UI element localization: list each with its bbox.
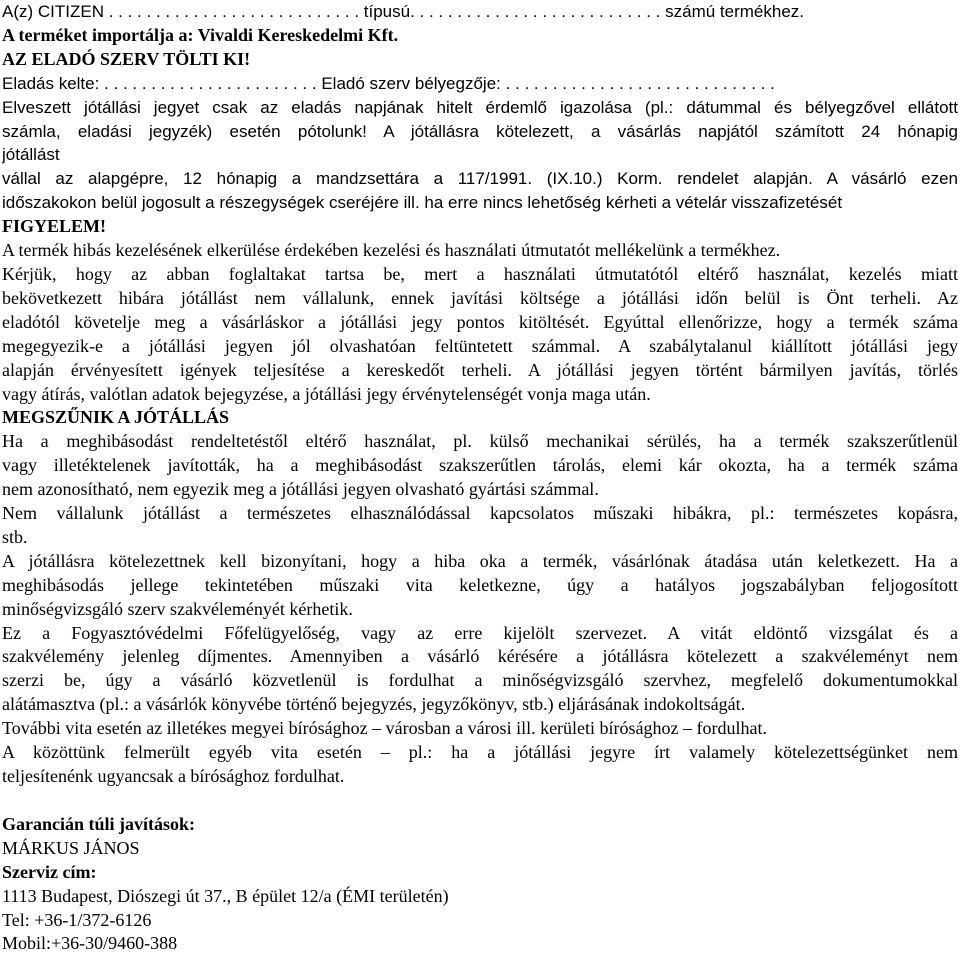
service-person-name: MÁRKUS JÁNOS	[2, 837, 140, 858]
attention-title: FIGYELEM!	[2, 216, 107, 237]
lost-card-line: Elveszett jótállási jegyet csak az eladás napjának hitelt érdemlő igazolása (pl.: dátummal és bélyegzővel ellátott	[2, 97, 958, 117]
attention-line: vagy átírás, valótlan adatok bejegyzése, a jótállási jegy érvénytelenségét vonja maga után.	[2, 383, 651, 404]
termination-line: szakvélemény jelenleg díjmentes. Amennyiben a vásárló kérésére a jótállásra kötelezett a szakvéleményt nem	[2, 646, 958, 667]
termination-title: MEGSZŰNIK A JÓTÁLLÁS	[2, 407, 230, 428]
termination-line: alátámasztva (pl.: a vásárlók könyvébe történő bejegyzés, jegyzőkönyv, stb.) eljárásának indokoltságát.	[2, 694, 746, 715]
attention-line: eladótól követelje meg a vásárláskor a jótállási jegy pontos kitöltését. Egyúttal ellenőrizze, hogy a termék száma	[2, 311, 958, 332]
termination-line: stb.	[2, 526, 28, 547]
termination-line: nem azonosítható, nem egyezik meg a jótállási jegyen olvasható gyártási számmal.	[2, 479, 599, 500]
importer-line: A terméket importálja a: Vivaldi Kereskedelmi Kft.	[2, 24, 399, 45]
termination-line: A jótállásra kötelezettnek kell bizonyítani, hogy a hiba oka a termék, vásárlónak átadása után keletkezett. Ha a	[2, 550, 958, 571]
termination-line: vagy illetéktelenek javították, ha a meghibásodást szakszerűtlen tárolás, elemi kár okozta, ha a termék száma	[2, 455, 958, 476]
termination-line: meghibásodás jellege tekintetében műszaki vita keletkezne, úgy a hatályos jogszabályban feljogosított	[2, 574, 958, 595]
attention-line: A termék hibás kezelésének elkerülése érdekében kezelési és használati útmutatót mellékelünk a termékhez.	[2, 240, 781, 261]
termination-line: Ha a meghibásodást rendeltetéstől eltérő használat, pl. külső mechanikai sérülés, ha a termék szakszerűtlenül	[2, 431, 958, 452]
service-telephone: Tel: +36-1/372-6126	[2, 909, 152, 930]
termination-line: Ez a Fogyasztóvédelmi Főfelügyelőség, vagy az erre kijelölt szervezet. A vitát eldöntő vizsgálat és a	[2, 622, 958, 643]
attention-line: megegyezik-e a jótállási jegyen jól olvashatóan feltüntetett számmal. A szabálytalanul kiállított jótállási jegy	[2, 335, 958, 356]
spacer	[2, 789, 958, 813]
service-address: 1113 Budapest, Diószegi út 37., B épület 12/a (ÉMI területén)	[2, 885, 449, 906]
seller-notice: AZ ELADÓ SZERV TÖLTI KI!	[2, 48, 251, 69]
lost-card-line: vállal az alapgépre, 12 hónapig a mandzsettára a 117/1991. (IX.10.) Korm. rendelet alapján. A vásárló ezen	[2, 169, 958, 189]
attention-line: Kérjük, hogy az abban foglaltakat tartsa be, mert a használati útmutatótól eltérő használat, kezelés miatt	[2, 263, 958, 284]
attention-line: alapján érvényesített igények teljesítése a kereskedőt terheli. A jótállási jegyen történt bármilyen javítás, törlés	[2, 359, 958, 380]
lost-card-line: számla, eladási jegyzék) esetén pótolunk! A jótállásra kötelezett, a vásárlás napjától számított 24 hónapig	[2, 121, 958, 141]
termination-line: minőségvizsgáló szerv szakvéleményét kérhetik.	[2, 598, 353, 619]
lost-card-line: jótállást	[2, 145, 60, 165]
repairs-label: Garancián túli javítások:	[2, 813, 196, 834]
termination-line: További vita esetén az illetékes megyei bírósághoz – városban a városi ill. kerületi bírósághoz – fordulhat.	[2, 718, 767, 739]
attention-line: bekövetkezett hibára jótállást nem vállalunk, ennek javítási költsége a jótállási időn belül is Önt terheli. Az	[2, 287, 958, 308]
termination-line: szerzi be, úgy a vásárló közvetlenül is fordulhat a minőségvizsgáló szervhez, megfelelő dokumentumokkal	[2, 670, 958, 691]
service-address-label: Szerviz cím:	[2, 861, 97, 882]
product-type-line: A(z) CITIZEN . . . . . . . . . . . . . . . . . . . . . . . . . . . típusú. . . . . . . . . . . . . . . . . . . . . . . . . . . számú termékhez.	[2, 2, 805, 21]
termination-line: Nem vállalunk jótállást a természetes elhasználódással kapcsolatos műszaki hibákra, pl.: természetes kopásra,	[2, 503, 958, 524]
sale-date-stamp-line: Eladás kelte: . . . . . . . . . . . . . . . . . . . . . . . Eladó szerv bélyegzője: . . . . . . . . . . . . . . . . . . . . . . . . . . . . .	[2, 73, 775, 93]
termination-line: teljesítenénk ugyancsak a bírósághoz fordulhat.	[2, 766, 345, 786]
lost-card-line: időszakokon belül jogosult a részegységek cseréjére ill. ha erre nincs lehetőség kérheti a vételár visszafizetését	[2, 193, 843, 213]
service-mobile: Mobil:+36-30/9460-388	[2, 933, 178, 954]
termination-line: A közöttünk felmerült egyéb vita esetén – pl.: ha a jótállási jegyre írt valamely kötelezettségünket nem	[2, 742, 958, 763]
